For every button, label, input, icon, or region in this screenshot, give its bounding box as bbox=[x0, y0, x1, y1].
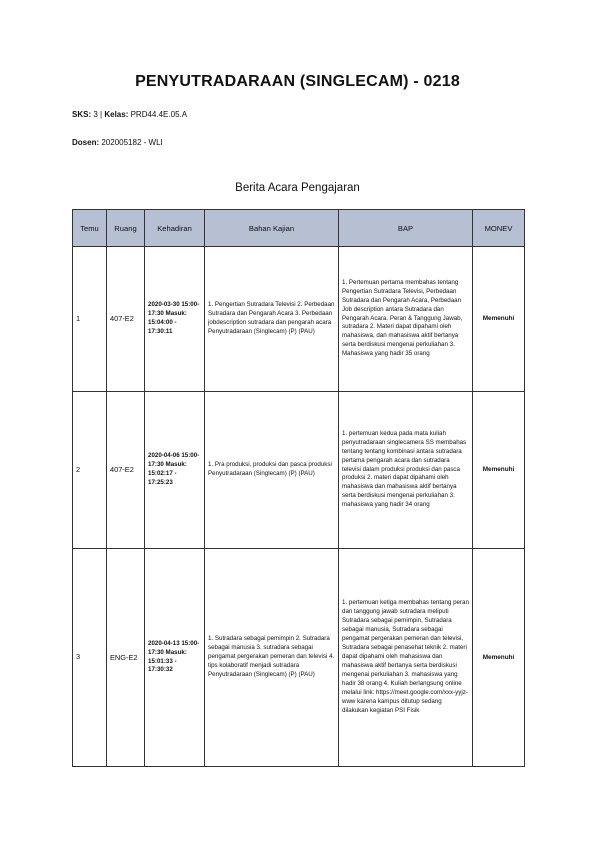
column-header-temu: Temu bbox=[73, 210, 107, 247]
cell-monev: Memenuhi bbox=[473, 247, 525, 392]
course-meta bbox=[72, 110, 187, 119]
document-title: PENYUTRADARAAN (SINGLECAM) - 0218 bbox=[135, 73, 460, 90]
sks-label: SKS: bbox=[72, 110, 92, 119]
cell-ruang: 407-E2 bbox=[107, 392, 145, 549]
cell-bahan-kajian: 1. Pra produksi, produksi dan pasca produksi Penyutradaraan (Singlecam) (P) (PAU) bbox=[205, 392, 339, 549]
cell-kehadiran: 2020-04-06 15:00-17:30 Masuk: 15:02:17 - 17:25:23 bbox=[145, 392, 205, 549]
lecturer-meta bbox=[72, 138, 163, 147]
cell-bahan-kajian: 1. Pengertian Sutradara Televisi 2. Perbedaan Sutradara dan Pengarah Acara 3. Perbedaan jobdescription sutradara dan pengarah acara Penyutradaraan (Singlecam) (P) (PAU) bbox=[205, 247, 339, 392]
cell-temu: 3 bbox=[73, 549, 107, 767]
cell-bahan-kajian: 1. Sutradara sebagai pemimpin 2. Sutradara sebagai manusia 3. sutradara sebagai pengamat pergerakan pemeran dan televisi 4. tips kolaboratif menjadi sutradara Penyutradaraan (Singlecam) (P) (PAU) bbox=[205, 549, 339, 767]
cell-temu: 2 bbox=[73, 392, 107, 549]
cell-bap: 1. pertemuan ketiga membahas tentang peran dan tanggung jawab sutradara meliputi Sutradara sebagai pemimpin, Sutradara sebagai manusia, Sutradara sebagai pengamat pergerakan pemeran dan televisi, Sutradara sebagai penasehat teknik 2. materi dapat dipahami oleh mahasiswa dan mahasiswa aktif bertanya serta berdiskusi mengenai perkuliahan 3. mahasiswa yang hadir 38 orang 4. Kuliah berlangsung online melalui link: https://meet.google.com/xxx-yyjz-www karena kampus ditutup sedang dilakukan kegiatan PSI Fisik bbox=[339, 549, 473, 767]
column-header-bap: BAP bbox=[339, 210, 473, 247]
dosen-label: Dosen: bbox=[72, 138, 100, 147]
cell-bap: 1. Pertemuan pertama membahas tentang Pengertian Sutradara Televisi, Perbedaan Sutradara dan Pengarah Acara, Perbedaan Job description antara Sutradara dan Pengarah Acara. Peran & Tanggung Jawab, sutradara 2. Materi dapat dipahami oleh mahasiswa, dan mahasiswa aktif bertanya serta berdiskusi mengenai perkuliahan 3. Mahasiswa yang hadir 35 orang bbox=[339, 247, 473, 392]
column-header-ruang: Ruang bbox=[107, 210, 145, 247]
table-row bbox=[73, 247, 525, 392]
cell-ruang: ENG-E2 bbox=[107, 549, 145, 767]
dosen-value: 202005182 - WLI bbox=[101, 138, 163, 147]
column-header-kehadiran: Kehadiran bbox=[145, 210, 205, 247]
column-header-monev: MONEV bbox=[473, 210, 525, 247]
cell-bap: 1. pertemuan kedua pada mata kuliah penyutradaraan singlecamera SS membahas tentang tentang kombinasi antara sutradara pertama pengarah acara dan sutradara televisi dalam produksi produksi dan pasca produksi 2. materi dapat dipahami oleh mahasiswa dan mahasiswa aktif bertanya serta berdiskusi mengenai perkuliahan 3. mahasiswa yang hadir 34 orang bbox=[339, 392, 473, 549]
table-header-row bbox=[73, 210, 525, 247]
table-row bbox=[73, 549, 525, 767]
kelas-value: PRD44.4E.05.A bbox=[130, 110, 188, 119]
section-title: Berita Acara Pengajaran bbox=[235, 182, 360, 194]
cell-monev: Memenuhi bbox=[473, 549, 525, 767]
sks-value: 3 | bbox=[93, 110, 103, 119]
cell-monev: Memenuhi bbox=[473, 392, 525, 549]
cell-kehadiran: 2020-04-13 15:00-17:30 Masuk: 15:01:33 - 17:30:32 bbox=[145, 549, 205, 767]
teaching-record-table bbox=[72, 209, 525, 767]
cell-ruang: 407-E2 bbox=[107, 247, 145, 392]
kelas-label: Kelas: bbox=[104, 110, 129, 119]
cell-temu: 1 bbox=[73, 247, 107, 392]
column-header-bahan-kajian: Bahan Kajian bbox=[205, 210, 339, 247]
table-row bbox=[73, 392, 525, 549]
cell-kehadiran: 2020-03-30 15:00-17:30 Masuk: 15:04:00 - 17:30:11 bbox=[145, 247, 205, 392]
